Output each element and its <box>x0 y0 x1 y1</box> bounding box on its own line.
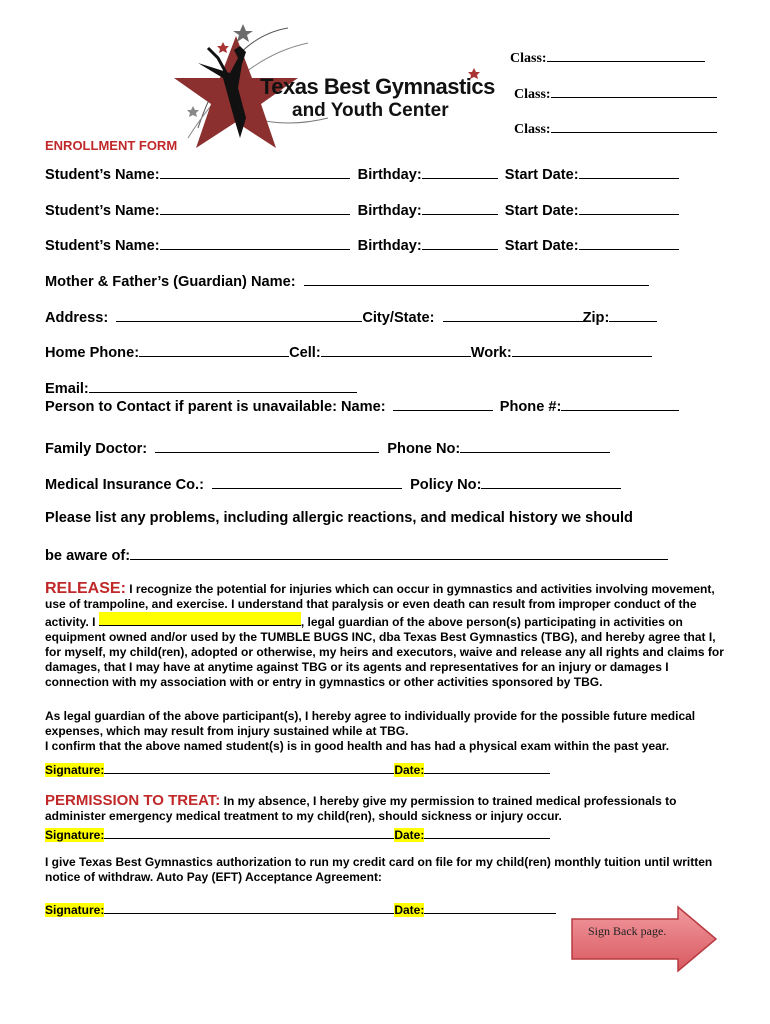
credit-paragraph: I give Texas Best Gymnastics authorization to run my credit card on file for my child(ren) monthly tuition until written notice of withdraw. Auto Pay (EFT) Acceptance Agreement: <box>45 855 713 884</box>
date-label: Date: <box>394 903 425 917</box>
email-row <box>45 379 357 397</box>
email-field[interactable] <box>89 379 357 393</box>
guardian-label: Mother & Father’s (Guardian) Name: <box>45 274 296 290</box>
treat-heading: PERMISSION TO TREAT: <box>45 792 221 809</box>
release-text-1: I recognize the potential for injuries which can occur in gymnastics and activities involving movement, use of trampoline, and exercise. I understand that paralysis or even death can result from improper conduct of the activity. I <box>45 582 715 629</box>
sign-back-arrow[interactable] <box>570 905 720 973</box>
start-date-label: Start Date: <box>504 203 579 219</box>
birthday-field[interactable] <box>422 201 498 215</box>
student-name-label: Student’s Name: <box>45 238 160 254</box>
contact-name-field[interactable] <box>393 397 493 411</box>
student-row <box>45 201 679 219</box>
signature-label: Signature: <box>45 763 105 777</box>
birthday-field[interactable] <box>422 165 498 179</box>
class-field[interactable] <box>551 84 717 98</box>
release-heading: RELEASE: <box>45 580 126 597</box>
date-field[interactable] <box>424 900 556 914</box>
cell-label: Cell: <box>289 345 321 361</box>
start-date-label: Start Date: <box>504 167 579 183</box>
date-field[interactable] <box>424 825 550 839</box>
problems-field[interactable] <box>130 546 668 560</box>
home-phone-field[interactable] <box>139 343 289 357</box>
date-label: Date: <box>394 828 425 842</box>
birthday-label: Birthday: <box>357 167 422 183</box>
treat-paragraph <box>45 793 725 824</box>
phones-row <box>45 343 652 361</box>
address-row <box>45 308 657 326</box>
student-row <box>45 236 679 254</box>
problems-row <box>45 546 668 564</box>
class-field[interactable] <box>547 48 705 62</box>
signature-field[interactable] <box>104 825 394 839</box>
student-name-field[interactable] <box>160 236 350 250</box>
release-paragraph <box>45 581 725 690</box>
date-label: Date: <box>394 763 425 777</box>
email-label: Email: <box>45 381 89 397</box>
zip-label: Zip: <box>582 310 610 326</box>
doctor-phone-field[interactable] <box>460 439 610 453</box>
insurance-field[interactable] <box>212 475 402 489</box>
city-state-field[interactable] <box>443 308 583 322</box>
date-field[interactable] <box>424 760 550 774</box>
release-paragraph-3: I confirm that the above named student(s) is in good health and has had a physical exam within the past year. <box>45 739 670 753</box>
cell-field[interactable] <box>321 343 471 357</box>
city-state-label: City/State: <box>362 310 435 326</box>
release-text-2: , legal guardian of the above person(s) participating in activities on equipment owned and/or used by the TUMBLE BUGS INC, dba Texas Best Gymnastics (TBG), and hereby agree that I, for myself, my child(ren), adopted or otherwise, my heirs and executors, waive and release any all rights and claims for damages, that I may have at anytime against TBG or its agents and representatives for an injury or damages I connection with my association with or entry in gymnastics or other activities sponsored by TBG. <box>45 615 724 689</box>
signature-row-1 <box>45 760 725 778</box>
signature-field[interactable] <box>104 760 394 774</box>
release-paragraph-2: As legal guardian of the above participant(s), I hereby agree to individually provide for the possible future medical expenses, which may result from injury sustained while at TBG. <box>45 709 696 738</box>
doctor-phone-label: Phone No: <box>387 441 461 457</box>
class-field[interactable] <box>551 119 717 133</box>
student-name-field[interactable] <box>160 201 350 215</box>
student-row <box>45 165 679 183</box>
problems-label: be aware of: <box>45 548 131 564</box>
contact-phone-field[interactable] <box>561 397 679 411</box>
address-field[interactable] <box>116 308 362 322</box>
arrow-right-icon <box>570 905 720 973</box>
logo-subtitle: and Youth Center <box>292 100 449 121</box>
class-line-1 <box>510 48 705 67</box>
sign-back-label: Sign Back page. <box>588 924 667 938</box>
doctor-row <box>45 439 610 457</box>
doctor-field[interactable] <box>155 439 379 453</box>
class-line-2 <box>514 84 717 103</box>
student-name-label: Student’s Name: <box>45 203 160 219</box>
student-name-field[interactable] <box>160 165 350 179</box>
policy-label: Policy No: <box>410 477 482 493</box>
birthday-label: Birthday: <box>357 238 422 254</box>
class-label: Class: <box>514 122 551 137</box>
logo-title: Texas Best Gymnastics <box>260 74 495 99</box>
guardian-field[interactable] <box>304 272 649 286</box>
contact-row <box>45 397 679 415</box>
insurance-row <box>45 475 621 493</box>
signature-label: Signature: <box>45 903 105 917</box>
start-date-field[interactable] <box>579 165 679 179</box>
start-date-field[interactable] <box>579 236 679 250</box>
student-name-label: Student’s Name: <box>45 167 160 183</box>
guardian-name-field[interactable] <box>99 612 301 626</box>
birthday-field[interactable] <box>422 236 498 250</box>
signature-label: Signature: <box>45 828 105 842</box>
class-line-3 <box>514 119 717 138</box>
form-title: ENROLLMENT FORM <box>45 138 178 153</box>
birthday-label: Birthday: <box>357 203 422 219</box>
class-label: Class: <box>510 51 547 66</box>
address-label: Address: <box>45 310 109 326</box>
treat-text: In my absence, I hereby give my permission to trained medical professionals to administer emergency medical treatment to my child(ren), should sickness or injury occur. <box>45 794 677 823</box>
insurance-label: Medical Insurance Co.: <box>45 477 204 493</box>
zip-field[interactable] <box>609 308 657 322</box>
problems-line-1: Please list any problems, including allergic reactions, and medical history we should <box>45 510 633 526</box>
start-date-label: Start Date: <box>504 238 579 254</box>
policy-field[interactable] <box>481 475 621 489</box>
work-label: Work: <box>470 345 512 361</box>
signature-row-2 <box>45 825 725 843</box>
doctor-label: Family Doctor: <box>45 441 148 457</box>
guardian-row <box>45 272 649 290</box>
work-field[interactable] <box>512 343 652 357</box>
start-date-field[interactable] <box>579 201 679 215</box>
signature-field[interactable] <box>104 900 394 914</box>
logo <box>168 18 503 158</box>
contact-name-label: Person to Contact if parent is unavailable: Name: <box>45 399 386 415</box>
class-label: Class: <box>514 87 551 102</box>
home-phone-label: Home Phone: <box>45 345 140 361</box>
contact-phone-label: Phone #: <box>499 399 562 415</box>
